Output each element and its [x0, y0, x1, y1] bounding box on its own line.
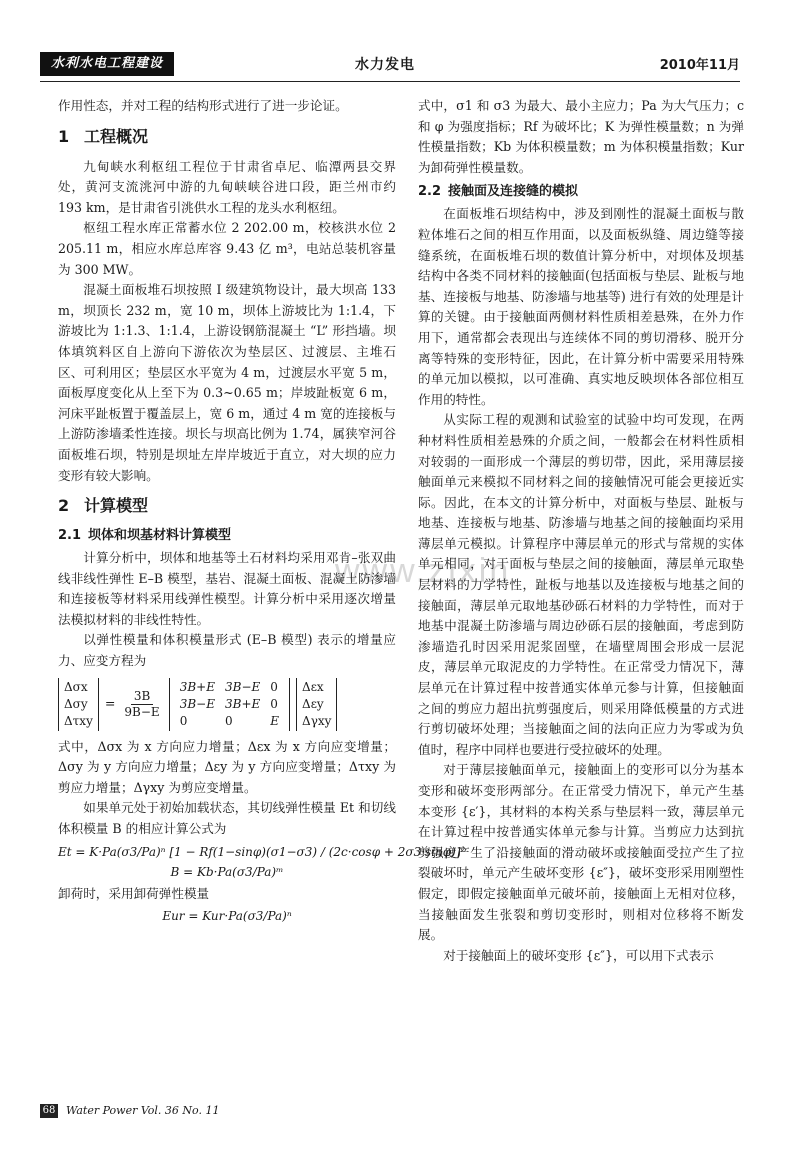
journal-title: 水力发电 [355, 57, 415, 73]
section-2-heading [58, 494, 396, 518]
paragraph: 卸荷时，采用卸荷弹性模量 [58, 885, 210, 901]
matrix-cell: Δσx [64, 679, 88, 694]
matrix-cell: 0 [270, 679, 278, 694]
paragraph: 如果单元处于初始加载状态，其切线弹性模量 Et 和切线体积模量 B 的相应计算公式为 [58, 800, 396, 837]
coefficient-fraction [121, 689, 162, 720]
paragraph: 对于接触面上的破坏变形 {ε″}，可以用下式表示 [443, 947, 714, 963]
paragraph: 从实际工程的观测和试验室的试验中均可发现，在两种材料性质相差悬殊的介质之间，一般都会在材料性质相对较弱的一面形成一个薄层的剪切带，因此，采用薄层接触面单元来模拟不同材料之间的接触情况可能会更接近实际。因此，在本文的计算分析中，对面板与垫层、趾板与地基、连接板与地基、防渗墙与地基之间的接触面均采用薄层单元模拟。计算程序中薄层单元的形式与常规的实体单元相同，对于面板与垫层之间的接触面，薄层单元取垫层材料的力学特性，趾板与地基以及连接板与地基之间的接触面，薄层单元取地基砂砾石材料的力学特性，而对于地基中混凝土防渗墙与周边砂砾石层的接触面，考虑到防渗墙造孔时因采用泥浆固壁，在墙壁周围会形成一层泥皮，薄层单元取泥皮的力学特性。在正常受力情况下，薄层单元在计算过程中按普通实体单元参与计算，但接触面之间的剪应力超出抗剪强度后，则采用降低模量的方式进行剪切破坏处理；当接触面之间的法向正应力为零或为负值时，程序中同样也要进行受拉破坏的处理。 [418, 412, 744, 757]
matrix-cell: Δσy [64, 696, 88, 711]
subsection-number: 2.2 [418, 184, 442, 200]
paragraph: 混凝土面板堆石坝按照 I 级建筑物设计，最大坝高 133 m，坝顶长 232 m，宽 10 m，坝体上游坡比为 1:1.4，下游坡比为 1:1.3、1:1.4，上游设钢筋混凝土 “L” 形挡墙。坝体填筑料区自上游向下游依次为垫层区、过渡层、主堆石区、可利用区；垫层区水平宽为 4 m，过渡层水平宽 5 m，面板厚度变化从上至下为 0.3~0.65 m；岸坡趾板宽 6 m，河床平趾板置于覆盖层上，宽 6 m，通过 4 m 宽的连接板与上游防渗墙柔性连接。坝长与坝高比例为 1.74，属狭窄河谷面板堆石坝，特别是坝址左岸岸坡近于直立，对大坝的应力变形有较大影响。 [58, 282, 396, 483]
equation-text: Et = K·Pa(σ3/Pa)ⁿ [1 − Rf(1−sinφ)(σ1−σ3) / (2c·cosφ + 2σ3·sinφ)]² [58, 844, 466, 859]
paragraph: 式中，Δσx 为 x 方向应力增量；Δεx 为 x 方向应变增量；Δσy 为 y 方向应力增量；Δεy 为 y 方向应变增量；Δτxy 为剪应力增量；Δγxy 为剪应变增量。 [58, 738, 396, 795]
matrix-cell: 3B+E [224, 696, 261, 711]
subsection-title: 坝体和坝基材料计算模型 [88, 528, 232, 544]
matrix-cell: Δτxy [64, 713, 93, 728]
subsection-2-1-heading [58, 526, 396, 546]
fraction-denominator: 9B−E [124, 704, 160, 719]
matrix-equation [58, 678, 396, 731]
equation-eur [58, 908, 396, 924]
equals-sign: = [104, 695, 116, 711]
matrix-cell: 3B+E [179, 679, 215, 694]
paragraph: 在面板堆石坝结构中，涉及到刚性的混凝土面板与散粒体堆石之间的相互作用面，以及面板纵缝、周边缝等接缝系统，在面板堆石坝的数值计算分析中，对坝体及坝基结构中各类不同材料的接触面(包括面板与垫层、趾板与地基、连接板与地基、防渗墙与地基等) 进行有效的处理是计算的关键。由于接触面两侧材料性质相差悬殊，在外力作用下，通常都会表现出与连续体不同的剪切滑移、脱开分离等特殊的变形特征，因此，在计算分析中需要采用特殊的单元加以模拟，以可准确、真实地反映坝体各部位相互作用的特性。 [418, 206, 744, 407]
section-1-heading [58, 125, 396, 149]
subsection-title: 接触面及连接缝的模拟 [448, 184, 579, 200]
equation-text: B = Kb·Pa(σ3/Pa)ᵐ [170, 864, 284, 879]
section-number: 1 [58, 126, 70, 146]
section-title: 工程概况 [84, 126, 149, 146]
equation-et [58, 844, 466, 860]
subsection-2-2-heading [418, 182, 744, 202]
subsection-number: 2.1 [58, 528, 82, 544]
header-rule [40, 81, 740, 82]
stress-vector [58, 678, 99, 731]
issue-date: 2010年11月 [659, 58, 740, 73]
matrix-cell: 0 [224, 713, 233, 728]
journal-logo: 水利水电工程建设 [40, 52, 174, 76]
matrix-cell: Δεx [302, 679, 324, 694]
paragraph: 枢纽工程水库正常蓄水位 2 202.00 m，校核洪水位 2 205.11 m，相应水库总库容 9.43 亿 m³，电站总装机容量为 300 MW。 [58, 220, 396, 277]
intro-tail: 作用性态，并对工程的结构形式进行了进一步论证。 [58, 98, 348, 113]
strain-vector [296, 678, 337, 731]
equation-b [58, 864, 396, 880]
fraction-numerator: 3B [131, 689, 153, 705]
right-column [418, 96, 744, 966]
stiffness-matrix [169, 678, 290, 731]
section-title: 计算模型 [84, 496, 149, 516]
watermark: www.zixin [335, 552, 512, 590]
matrix-cell: 3B−E [179, 696, 215, 711]
matrix-cell: 0 [270, 696, 278, 711]
section-number: 2 [58, 496, 70, 516]
paragraph: 以弹性模量和体积模量形式 (E–B 模型) 表示的增量应力、应变方程为 [58, 632, 396, 669]
equation-text: Eur = Kur·Pa(σ3/Pa)ⁿ [162, 909, 292, 924]
matrix-cell: E [270, 713, 280, 728]
footer-journal: Water Power Vol. 36 No. 11 [66, 1104, 220, 1117]
matrix-cell: Δγxy [302, 713, 332, 728]
matrix-cell: 3B−E [224, 679, 261, 694]
page-number: 68 [40, 1104, 58, 1118]
matrix-cell: 0 [179, 713, 188, 728]
paragraph: 计算分析中，坝体和地基等土石材料均采用邓肯–张双曲线非线性弹性 E–B 模型，基岩、混凝土面板、混凝土防渗墙和连接板等材料采用线弹性模型。计算分析中采用逐次增量法模拟材料的非线性特性。 [58, 550, 396, 627]
matrix-cell: Δεy [302, 696, 324, 711]
paragraph: 对于薄层接触面单元，接触面上的变形可以分为基本变形和破坏变形两部分。在正常受力情况下，单元产生基本变形 {ε′}，其材料的本构关系与垫层料一致，薄层单元在计算过程中按普通实体单元参与计算。当剪应力达到抗剪强度产生了沿接触面的滑动破坏或接触面受拉产生了拉裂破坏时，单元产生破坏变形 {ε″}，破坏变形采用刚塑性假定，即假定接触面单元破坏前，接触面上无相对位移，当接触面发生张裂和剪切变形时，则相对位移将不断发展。 [418, 762, 744, 943]
paragraph: 九甸峡水利枢纽工程位于甘肃省卓尼、临潭两县交界处，黄河支流洮河中游的九甸峡峡谷进口段，距兰州市约 193 km，是甘肃省引洮供水工程的龙头水利枢纽。 [58, 158, 396, 215]
paragraph: 式中，σ1 和 σ3 为最大、最小主应力；Pa 为大气压力；c 和 φ 为强度指标；Rf 为破坏比；K 为弹性模量数；n 为弹性模量指数；Kb 为体积模量数；m 为体积模量指数；Kur 为卸荷弹性模量数。 [418, 98, 744, 175]
